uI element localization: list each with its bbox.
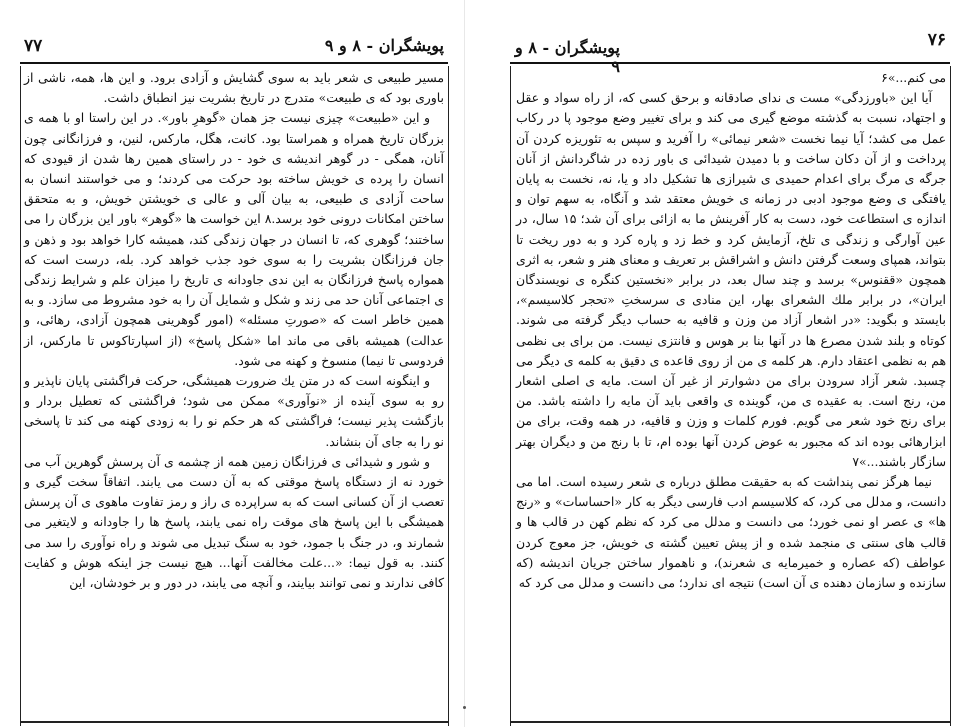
left-paragraph: مسير طبيعى ى شعر بايد به سوى گشايش و آزادى برود. و اين ها، همه، ناشى از باورى بود كه ى طبيعت» متدرج در تاريخ بشريت نيز انطباق داشت.: [24, 70, 444, 106]
right-page-header: [510, 28, 950, 76]
right-page-bottom-rule: [510, 721, 950, 723]
left-running-head: پويشگران - ۸ و ۹: [324, 36, 444, 55]
right-page-right-rule: [950, 66, 951, 726]
left-paragraph: و اينگونه است كه در متن يك ضرورت هميشگى، حركت فراگشتى پايان ناپذير و رو به سوى آينده از «نوآورى» ممكن مى شود؛ فراگشتى كه تعطيل بردار و بازگشت پذير نيست؛ فراگشتى كه هر حكم نو را به زودى كهنه مى كند تا پاسخى نو را به جاى آن بنشاند.: [24, 373, 444, 449]
right-running-head: پويشگران - ۸ و ۹: [515, 38, 620, 76]
right-page: [510, 28, 950, 591]
left-paragraph: و شور و شيدائى ى فرزانگان زمين همه از چشمه ى آن پرسش گوهرين آب مى خورد نه از دستگاه پاسخ موقتى كه به آن دست مى يابند. اتفاقاً سخت گيرى و تعصب از آن كسانى است كه به سراپرده ى راز و رمز تفاوت ماهوى ى آن پرسش هميشگى با اين پاسخ هاى موقت راه نمى يابند، پاسخ ها را جاودانه و لايتغير مى شمارند و، در جنگ با جمود، خود به سنگ تبديل مى شوند و راه نوآورى را سد مى كنند. به قول نيما: «...علت مخالفت آنها... هيچ نيست جز اينكه هوش و كفايت كافى ندارند و نمى توانند بيايند، و آنچه مى يابند، در دور و بر خودشان، اين: [24, 453, 444, 591]
left-page: [20, 28, 448, 591]
left-page-right-rule: [448, 66, 449, 726]
right-page-number: ۷۶: [927, 30, 946, 50]
scan-speck: [463, 706, 466, 709]
right-page-body: [516, 68, 946, 593]
left-page-body: [24, 68, 444, 593]
left-page-header: [20, 28, 448, 64]
right-paragraph: مى كنم...»۶: [881, 70, 946, 85]
left-page-bottom-rule: [20, 721, 448, 723]
right-paragraph: آيا اين «باورزدگى» مست ى نداى صادقانه و برحق كسى كه، از راه سواد و عقل و اجتهاد، نسبت به گذشته موضع گيرى مى كند و براى تغيير وضع موجود پا در ركاب عمل مى كشد؛ آيا نيما نخست «شعر نيمائى» را آفريد و سپس به تئوريزه كردن آن پرداخت و از آن دكان ساخت و با دميدن شيدائى ى باور زده در شاگردانش از آنان جرگه ى مرگ براى اعدام حميدى ى شيرازى ها تشكيل داد و يا، نه، نخست به پايان يافتگى ى وضع موجود ادبى در زمانه ى خويش معتقد شد و آنگاه، به سهم توان و اندازه ى استطاعت خود، دست به كار آفرينش ما به ازائى براى آن شد؛ ۱۵ سال، در عين آوارگى و زندگى ى تلخ، آزمايش كرد و خط زد و پاره كرد و به دور ريخت تا بتواند، همپاى وسعت گرفتن دانش و اشراقش بر تعريف و معناى هنر و شعر، به اثرى همچون «ققنوس» برسد و چند سال بعد، در برابر «نخستين كنگره ى نويسندگان ايران»، در برابر ملك الشعراى بهار، اين منادى ى سرسختِ «تحجر كلاسيسم»، بايستد و بگويد: «در اشعار آزاد من وزن و قافيه به حساب ديگر گرفته مى شوند. كوتاه و بلند شدن مصرع ها در آنها بنا بر هوس و فانتزى نيست. من براى بى نظمى هم به نظمى اعتقاد دارم. هر كلمه ى من از روى قاعده ى دقيق به كلمه ى ديگر مى چسبد. شعر آزاد سرودن براى من دشوارتر از غير آن است. مايه ى اصلى اشعار من، رنج است. به عقيده ى من، گوينده ى واقعى بايد آن مايه را داشته باشد. من براى رنج خود شعر مى گويم. فورم كلمات و وزن و قافيه، در همه وقت، براى من ابزارهائى بوده اند كه مجبور به عوض كردن آنها بوده ام، تا با رنج من و ديگران بهتر سازگار باشند...»۷: [516, 90, 946, 469]
right-paragraph: نيما هرگز نمى پنداشت كه به حقيقت مطلق درباره ى شعر رسيده است. اما مى دانست، و مدلل مى كرد، كه كلاسيسم ادب فارسى ديگر به كار «احساسات» و «رنج ها» ى عصر او نمى خورد؛ مى دانست و مدلل مى كرد كه نظم كهن در قالب ها و قالب هاى سنتى ى منجمد شده و از پيش تعيين گشته ى خويش، جز معوج كردن عواطف (كه عصاره و خميرمايه ى شعرند)، و ناهموار ساختن جريان انديشه (كه سازنده و سازمان دهنده ى آن است) نتيجه اى ندارد؛ مى دانست و مدلل مى كرد كه: [516, 474, 946, 591]
left-page-left-rule: [20, 66, 21, 726]
right-page-left-rule: [510, 66, 511, 726]
book-gutter: [464, 0, 465, 727]
left-page-number: ۷۷: [24, 36, 43, 56]
left-paragraph: و اين «طبيعت» چيزى نيست جز همان «گوهرِ باور». در اين راستا او با همه ى بزرگان تاريخ همراه و همراستا بود. كانت، هگل، ماركس، لنين، و فرزانگانى چون آنان، همگى - در گوهر انديشه ى خود - در راستاى همين رها شدن از قيودى كه انسان را پرده ى خويش ساخته بود حركت مى كردند؛ و مى خواستند انسان به ساحت آزادى ى طبيعى، به بيان آلى و عالى ى خويشتن خويش، و به متحقق ساختن امكانات درونى خود برسد.۸ اين خواست ها «گوهر» باور اين بزرگان را مى ساختند؛ گوهرى كه، تا انسان در جهان زندگى كند، هميشه كارا خواهد بود و ذهن و جان فرزانگان بشريت را به سوى خود جذب خواهد كرد. بله، درست است كه همواره پاسخ فرزانگان به اين ندى جاودانه ى تاريخ را ميزان علم و شرايط زندگى ى اجتماعى آنان حد مى زند و شكل و شمايل آن را به خود مشروط مى سازد. و به همين خاطر است كه «صورتِ مسئله» (امور گوهرينى همچون آزادى، رهائى، و عدالت) هميشه باقى مى ماند اما «شكل پاسخ» (از اسپارتاكوس تا ماركس، از فردوسى تا نيما) منسوخ و كهنه مى شود.: [24, 110, 444, 368]
